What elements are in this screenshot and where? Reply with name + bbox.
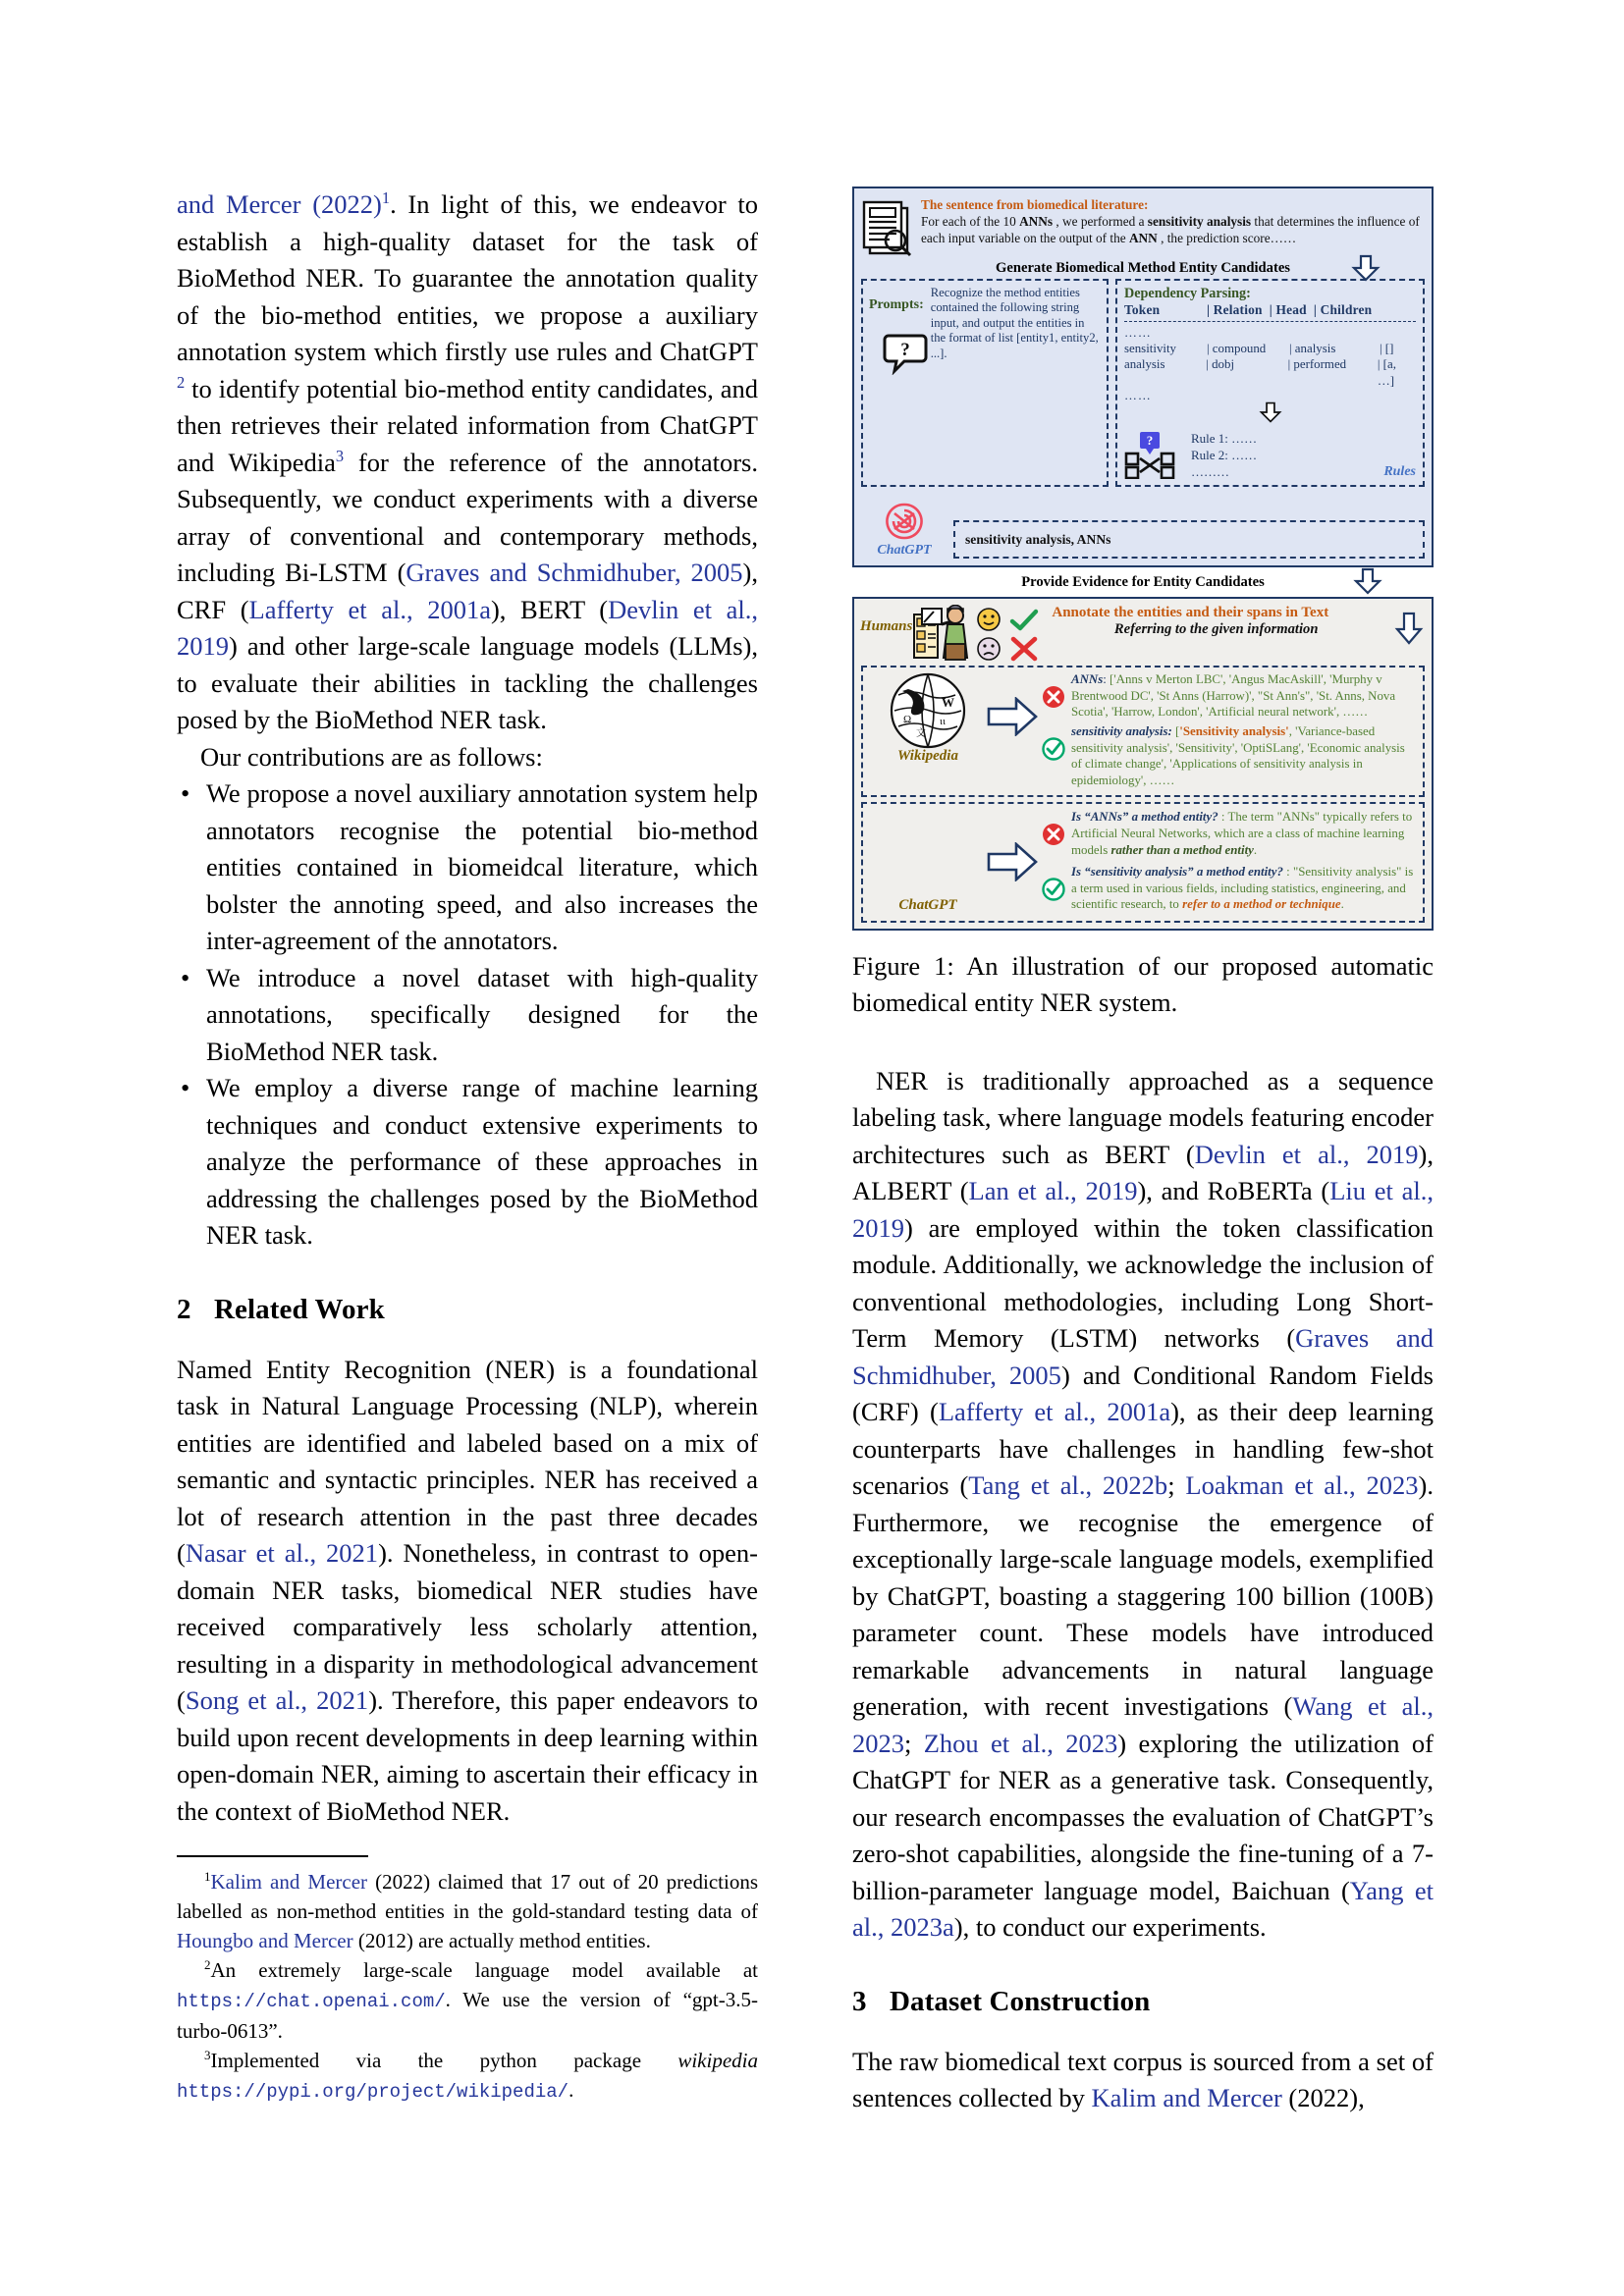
chatgpt-label-top: ChatGPT <box>877 543 932 559</box>
right-column <box>852 187 1434 2117</box>
footnote-ref-1[interactable]: 1 <box>381 188 391 208</box>
col-header-relation: | Relation <box>1207 302 1263 317</box>
text-seg: . <box>1253 842 1258 857</box>
prompts-label: Prompts: <box>869 297 924 312</box>
wikipedia-anns-text <box>1067 671 1417 721</box>
citation-graves-r[interactable]: Graves and Schmidhuber, 2005 <box>852 1323 1434 1390</box>
wikipedia-logo-block <box>869 671 987 791</box>
text-seg: . We use the version of “gpt-3.5-turbo-0613”. <box>177 1987 758 2043</box>
citation-lafferty[interactable]: Lafferty et al., 2001a <box>248 594 491 624</box>
check-mark-icon <box>1008 609 1040 632</box>
step-label-generate-candidates <box>854 260 1432 277</box>
table-row <box>1124 356 1416 389</box>
text-seg: [ <box>1171 724 1180 738</box>
footnote-separator <box>177 1855 368 1857</box>
text-seg: ) are employed within the token classification module. Additionally, we acknowledge the inclusion of conventional methodologies, including Long Short-Term Memory (LSTM) networks ( <box>852 1212 1434 1354</box>
citation-tang[interactable]: Tang et al., 2022b <box>968 1470 1168 1501</box>
dependency-parsing-box <box>1115 279 1425 487</box>
text-seg: ). Therefore, this paper endeavors to build upon recent developments in deep learning within open-domain NER, aiming to ascertain their efficacy in the context of BioMethod NER. <box>177 1685 758 1826</box>
footnote-2 <box>177 1955 758 2046</box>
citation-devlin[interactable]: Devlin et al., 2019 <box>177 594 758 661</box>
candidate-generation-row <box>854 279 1432 494</box>
section-number: 3 <box>852 1985 867 2017</box>
wikipedia-globe-icon <box>887 671 969 752</box>
figure-1 <box>852 187 1434 1022</box>
text-seg: for the reference of the annotators. Subsequently, we conduct experiments with a diverse array of conventional and contemporary methods, including Bi-LSTM ( <box>177 447 758 587</box>
text-seg: ) and other large-scale language models (LLMs), to evaluate their abilities in tackling the challenges posed by the BioMethod NER task. <box>177 631 758 734</box>
link-pypi-wikipedia[interactable]: https://pypi.org/project/wikipedia/ <box>177 2080 569 2103</box>
cell-children: | [] <box>1380 342 1394 355</box>
chatgpt-sensitivity-answer <box>1067 864 1417 913</box>
citation-graves-schmidhuber[interactable]: Graves and Schmidhuber, 2005 <box>406 558 743 587</box>
section-number: 2 <box>177 1293 191 1325</box>
contributions-list <box>177 775 758 1255</box>
section-title: Related Work <box>214 1293 385 1325</box>
paragraph-ner-background <box>852 1063 1434 1947</box>
rules-network-icon <box>1124 432 1177 479</box>
text-seg: ), ALBERT ( <box>852 1139 1434 1206</box>
text-seg: . <box>1340 897 1344 912</box>
right-arrow-icon <box>987 671 1042 791</box>
citation-yang[interactable]: Yang et al., 2023a <box>852 1875 1435 1943</box>
text-seg: : <box>1218 810 1228 825</box>
rules-text <box>1191 430 1416 480</box>
face-reaction-icons <box>975 605 1008 664</box>
verdict-marks <box>1008 605 1046 662</box>
step-label-text: Generate Biomedical Method Entity Candidates <box>996 260 1290 276</box>
dependency-dots-top: …… <box>1124 326 1152 340</box>
col-header-children: | Children <box>1313 302 1373 317</box>
text-seg: ) exploring the utilization of ChatGPT for NER as a generative task. Consequently, our research encompasses the evaluation of ChatGPT’s zero-shot capabilities, alongside the fine-tuning of a 7-billion-parameter language model, Baichuan ( <box>852 1728 1434 1905</box>
footnote-ref-2[interactable]: 2 <box>177 372 186 392</box>
cell-token: sensitivity <box>1124 342 1176 355</box>
wikipedia-entry-sensitivity <box>1042 723 1417 788</box>
footnote-marker-1: 1 <box>204 1868 211 1884</box>
annotation-instruction <box>1046 605 1424 638</box>
package-name: wikipedia <box>677 2048 758 2072</box>
svg-text:W: W <box>942 695 954 711</box>
citation-liu[interactable]: Liu et al., 2019 <box>852 1176 1434 1243</box>
text-seg: . <box>568 2077 574 2102</box>
rule-item: ……… <box>1191 464 1229 480</box>
left-column <box>177 187 758 2107</box>
step-label-provide-evidence <box>852 574 1434 591</box>
paragraph-contributions-lead: Our contributions are as follows: <box>200 741 543 772</box>
table-divider <box>1124 321 1416 322</box>
down-arrow-icon-rules <box>1124 401 1416 428</box>
sad-face-icon <box>975 636 1004 664</box>
chatgpt-label-block <box>869 809 987 916</box>
text-seg: An extremely large-scale language model available at <box>210 1957 758 1982</box>
cell-token: analysis <box>1124 357 1165 372</box>
text-seg: ) and Conditional Random Fields (CRF) ( <box>852 1360 1434 1427</box>
chatgpt-qa-sensitivity <box>1042 864 1417 913</box>
cell-head: | performed <box>1287 357 1347 372</box>
chatgpt-anns-answer <box>1067 809 1417 858</box>
document-magnifier-icon <box>860 196 921 257</box>
citation-loakman[interactable]: Loakman et al., 2023 <box>1185 1470 1419 1501</box>
chatgpt-evidence-box <box>861 802 1425 923</box>
source-sentence-text <box>921 196 1424 257</box>
paragraph-intro-continued <box>177 187 758 739</box>
section-heading-dataset-construction <box>852 1986 1434 2018</box>
chatgpt-logo-block <box>861 500 947 559</box>
dependency-parsing-title: Dependency Parsing: <box>1124 286 1251 301</box>
wikipedia-sensitivity-text <box>1067 723 1417 788</box>
question-text: Is “sensitivity analysis” a method entity? <box>1071 865 1283 880</box>
rules-label: Rules <box>1383 464 1416 480</box>
text-seg: (2012) are actually method entities. <box>352 1928 651 1952</box>
footnote-ref-3[interactable]: 3 <box>335 446 345 465</box>
col-header-head: | Head <box>1269 302 1307 317</box>
wikipedia-entry-anns <box>1042 671 1417 721</box>
text-seg: ), to conduct our experiments. <box>953 1912 1267 1943</box>
cell-relation: | compound <box>1207 342 1267 355</box>
citation-kalim-mercer-r[interactable]: Kalim and Mercer <box>1091 2083 1282 2113</box>
prompts-text: Recognize the method entities contained the following string input, and output the entities in the format of list [entity1, entity2, ...]. <box>930 286 1099 360</box>
text-seg: ). Nonetheless, in contrast to open-domain NER tasks, biomedical NER studies have received comparatively less scholarly attention, resulting in a disparity in methodological advancement ( <box>177 1538 758 1715</box>
figure-top-panel <box>852 187 1434 567</box>
humans-annotation-row <box>854 599 1432 666</box>
text-seg: , we performed a <box>1053 214 1148 230</box>
rules-row <box>1124 430 1416 480</box>
citation-kalim-mercer[interactable]: and Mercer (2022) <box>177 189 382 219</box>
footnote-marker-2: 2 <box>204 1956 211 1972</box>
down-arrow-icon <box>1353 567 1382 595</box>
svg-text:?: ? <box>1146 432 1154 448</box>
svg-text:文: 文 <box>916 728 926 740</box>
cross-circle-icon <box>1042 671 1067 721</box>
wikipedia-evidence-box <box>861 666 1425 797</box>
footnote-1 <box>177 1867 758 1955</box>
citation-lafferty-r[interactable]: Lafferty et al., 2001a <box>938 1397 1171 1427</box>
text-seg: : <box>1282 865 1293 880</box>
text-seg: , the prediction score…… <box>1157 231 1297 246</box>
entity-anns: ANNs <box>1019 214 1054 230</box>
citation-zhou[interactable]: Zhou et al., 2023 <box>923 1728 1118 1758</box>
text-seg: (2022), <box>1281 2083 1365 2113</box>
citation-houngbo-mercer[interactable]: Houngbo and Mercer <box>177 1928 353 1952</box>
svg-text:ιι: ιι <box>940 716 946 728</box>
down-arrow-icon <box>1351 254 1380 282</box>
right-arrow-icon <box>987 809 1042 916</box>
cross-circle-icon <box>1042 809 1067 858</box>
text-seg: The raw biomedical text corpus is sourced from a set of sentences collected by <box>852 2046 1434 2113</box>
list-item: • We employ a diverse range of machine learning techniques and conduct extensive experiments to analyze the performance of these approaches in addressing the challenges posed by the BioMethod NER task. <box>177 1070 758 1255</box>
col-header-token: Token <box>1124 302 1161 317</box>
emphasis-text: refer to a method or technique <box>1182 897 1341 912</box>
down-arrow-icon <box>1394 611 1424 646</box>
source-sentence-row <box>854 188 1432 257</box>
list-item: • We introduce a novel dataset with high-quality annotations, specifically designed for the BioMethod NER task. <box>177 960 758 1071</box>
prompts-box <box>861 279 1109 487</box>
smiley-face-icon <box>975 607 1004 634</box>
text-seg: NER is traditionally approached as a sequence labeling task, where language models featuring encoder architectures such as BERT ( <box>852 1065 1434 1169</box>
text-seg: ['Anns v Merton LBC', 'Angus MacAskill', 'Murphy v Brentwood DC', 'St Anns (Harrow)', "St Ann's", 'St. Anns, Nova Scotia', 'Harrow, London', 'Artificial neural network', …… <box>1071 672 1396 720</box>
text-seg: ). Furthermore, we recognise the emergence of exceptionally large-scale language models, exemplified by ChatGPT, boasting a staggering 100 billion (100B) parameter count. These models have introduced remarkable advancements in natural language generation, with recent investigations ( <box>852 1470 1434 1722</box>
step-label-text: Provide Evidence for Entity Candidates <box>1021 574 1265 591</box>
section-heading-related-work <box>177 1294 758 1326</box>
citation-kalim-mercer-fn[interactable]: Kalim and Mercer <box>210 1869 368 1894</box>
entity-ann: ANN <box>1128 231 1158 246</box>
chatgpt-output-row <box>854 500 1432 565</box>
paragraph-related-work <box>177 1352 758 1831</box>
rule-item: Rule 2: …… <box>1191 448 1258 463</box>
figure-bottom-panel <box>852 597 1434 931</box>
section-title: Dataset Construction <box>890 1985 1151 2017</box>
text-seg: For each of the 10 <box>921 214 1020 230</box>
dependency-table-headers <box>1124 302 1416 318</box>
text-seg: . In light of this, we endeavor to establish a high-quality dataset for the task of BioMethod NER. To guarantee the annotation quality of the bio-method entities, we propose a auxiliary annotation system which firstly use rules and ChatGPT <box>177 189 758 366</box>
citation-song[interactable]: Song et al., 2021 <box>185 1685 369 1715</box>
text-seg: ), BERT ( <box>490 594 609 624</box>
text-seg: ), as their deep learning counterparts have challenges in handling few-shot scenarios ( <box>852 1397 1434 1501</box>
entity-sensitivity-analysis: sensitivity analysis <box>1147 214 1252 230</box>
svg-text:Ω: Ω <box>903 714 912 726</box>
text-seg: ), CRF ( <box>177 558 758 624</box>
text-seg: , 'Variance-based sensitivity analysis', 'Sensitivity', 'OptiSLang', 'Economic analysis of climate change', 'Applications of sensitivity analysis in epidemiology', …… <box>1071 724 1405 787</box>
text-seg: to identify potential bio-method entity candidates, and then retrieves their related information from ChatGPT and Wikipedia <box>177 373 758 477</box>
dependency-dots-bottom: …… <box>1124 389 1152 403</box>
check-circle-icon <box>1042 864 1067 913</box>
evidence-key: sensitivity analysis: <box>1071 724 1172 738</box>
source-sentence-heading: The sentence from biomedical literature: <box>921 197 1149 212</box>
highlighted-entity: 'Sensitivity analysis' <box>1179 724 1289 738</box>
emphasis-text: rather than a method entity <box>1110 842 1254 857</box>
evidence-key: ANNs <box>1071 672 1104 687</box>
cell-children: | [a, …] <box>1377 357 1396 388</box>
question-text: Is “ANNs” a method entity? <box>1071 810 1218 825</box>
link-chat-openai[interactable]: https://chat.openai.com/ <box>177 1990 446 2012</box>
citation-nasar[interactable]: Nasar et al., 2021 <box>185 1538 379 1568</box>
text-seg: ; <box>1167 1470 1186 1501</box>
chatgpt-qa-anns <box>1042 809 1417 858</box>
chatgpt-extracted-entities: sensitivity analysis, ANNs <box>953 520 1425 559</box>
chatgpt-icon <box>883 500 926 543</box>
annotate-instruction-line1: Annotate the entities and their spans in Text <box>1052 605 1329 621</box>
citation-lan[interactable]: Lan et al., 2019 <box>968 1176 1138 1206</box>
text-seg: Named Entity Recognition (NER) is a foundational task in Natural Language Processing (NLP), wherein entities are identified and labeled based on a mix of semantic and syntactic principles. NER has received a lot of research attention in the past three decades ( <box>177 1354 758 1568</box>
cross-mark-icon <box>1008 636 1040 662</box>
text-seg: The term "ANNs" typically refers to Artificial Neural Networks, which are a class of machine learning models <box>1071 810 1413 857</box>
text-seg: : <box>1103 672 1110 687</box>
text-seg: (2022) claimed that 17 out of 20 predictions labelled as non-method entities in the gold-standard testing data of <box>177 1869 758 1923</box>
svg-text:?: ? <box>900 340 910 361</box>
text-seg: "Sensitivity analysis" is a term used in various fields, including statistics, engineering, and scientific research, to <box>1071 865 1414 912</box>
citation-devlin-r[interactable]: Devlin et al., 2019 <box>1194 1139 1419 1169</box>
figure-caption: Figure 1: An illustration of our proposed automatic biomedical entity NER system. <box>852 950 1434 1018</box>
rule-item: Rule 1: …… <box>1191 431 1258 447</box>
list-item: • We propose a novel auxiliary annotation system help annotators recognise the potential bio-method entities contained in biomeidcal literature, which bolster the annoting speed, and also increases the inter-agreement of the annotators. <box>177 775 758 960</box>
footnote-3 <box>177 2046 758 2107</box>
cell-head: | analysis <box>1289 342 1336 355</box>
check-circle-icon <box>1042 723 1067 788</box>
cell-relation: | dobj <box>1206 357 1235 372</box>
annotator-person-icon <box>912 605 975 662</box>
footnote-marker-3: 3 <box>204 2047 211 2062</box>
table-row <box>1124 341 1416 356</box>
text-seg: Implemented via the python package <box>210 2048 678 2072</box>
wikipedia-label: Wikipedia <box>897 748 958 765</box>
annotate-instruction-line2: Referring to the given information <box>1113 621 1319 638</box>
text-seg: ), and RoBERTa ( <box>1137 1176 1330 1206</box>
paragraph-dataset-construction <box>852 2044 1434 2117</box>
text-seg: that determines the influence of each input variable on the output of the <box>921 214 1420 246</box>
humans-label: Humans <box>860 618 913 635</box>
chatgpt-label-bottom: ChatGPT <box>898 896 957 913</box>
text-seg: ; <box>904 1728 924 1758</box>
citation-wang[interactable]: Wang et al., 2023 <box>852 1691 1434 1758</box>
